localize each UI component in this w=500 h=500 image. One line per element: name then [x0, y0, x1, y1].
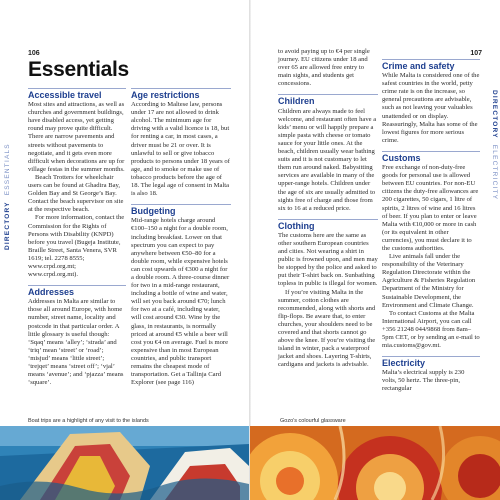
section-budgeting-continued — [278, 48, 378, 88]
section-budgeting — [131, 204, 231, 387]
photo-caption: Boat trips are a highlight of any visit to the islands — [28, 418, 149, 424]
section-heading: Accessible travel — [28, 88, 126, 99]
section-heading: Addresses — [28, 285, 126, 296]
photo-caption: Gozo’s colourful glassware — [280, 418, 346, 424]
section-clothing — [278, 219, 378, 370]
page-number: 107 — [470, 50, 482, 57]
body-paragraph: While Malta is considered one of the safest countries in the world, petty crime rate is on the increase, so general precautions are advisable, such as not leaving your valuables unattended or on display. Reassuringly, Malta has some of the lowest figures for more serious crime. — [382, 72, 480, 144]
side-tab-right — [488, 90, 498, 270]
section-heading: Electricity — [382, 356, 480, 367]
side-tab-section: DIRECTORY — [4, 201, 11, 250]
section-children — [278, 94, 378, 212]
section-age-restrictions — [131, 88, 231, 198]
section-heading: Clothing — [278, 219, 378, 230]
page-number: 106 — [28, 50, 40, 57]
side-tab-section: DIRECTORY — [491, 90, 498, 139]
section-crime-safety — [382, 59, 480, 145]
glassware-photo — [250, 426, 500, 500]
section-addresses — [28, 285, 126, 387]
body-paragraph: Beach Trotters for wheelchair users can be found at Ghadira Bay, Golden Bay and St George’s Bay. Contact the beach supervisor on site at the respective beach. — [28, 173, 124, 214]
boat-photo — [0, 426, 249, 500]
left-column-1 — [28, 88, 126, 393]
section-heading: Budgeting — [131, 204, 231, 215]
right-column-2 — [382, 59, 480, 400]
body-paragraph: For more information, contact the Commission for the Rights of Persons with Disability (KNPD) before you travel (Bugeja Institute, Braille Street, Santa Venera, SVR 1619; tel. 2278 8555; www.crpd.org.mt; www.crpd.org.mt). — [28, 214, 125, 279]
side-tab-left — [4, 90, 14, 270]
section-electricity — [382, 356, 480, 393]
section-accessible-travel — [28, 88, 126, 279]
section-customs — [382, 151, 480, 350]
side-tab-subsection: ELECTRICITY — [491, 144, 498, 201]
body-paragraph: Free exchange of non-duty-free goods for personal use is allowed between EU countries. For non-EU citizens the duty-free allowances are 200 cigarettes, 50 cigars, 1 litre of spirits, 2 litres of wine and 16 litres of beer. If you plan to enter or leave Malta with €10,000 or more in cash (or its equivalent in other currencies), you must declare it to the customs authorities. — [382, 164, 479, 252]
body-paragraph: Mid-range hotels charge around €100–150 a night for a double room, including breakfast. Lower on that spectrum you can expect to pay anywhere between €50–80 for a double room, while expensive hotels can cost upwards of €300 a night for a double room. A three-course dinner for two in a mid-range restaurant, including a bottle of wine and water, will set you back around €70; lunch for two at a café, including water, will cost around €30. Wine by the glass, in restaurants, is normally priced at around €5 while a beer will cost you €4 on average. Fuel is more expensive than in most European countries, and public transport remains the cheapest mode of transportation. Get a Tallinja Card Explorer (see page 116) — [131, 217, 230, 387]
section-heading: Age restrictions — [131, 88, 231, 99]
section-heading: Children — [278, 94, 378, 105]
body-paragraph: To contact Customs at the Malta International Airport, you can call +356 21248 044/9868 from 8am–5pm CET, or by sending an e-mail to mia.customs@gov.mt. — [382, 309, 480, 350]
side-tab-subsection: ESSENTIALS — [4, 143, 11, 196]
body-paragraph: The customs here are the same as other southern European countries and cities. Not wearing a shirt in public is frowned upon, and men may be stopped by the police and asked to put their T-shirt back on. Sunbathing topless in public is illegal for women. — [278, 231, 378, 288]
body-paragraph: If you’re visiting Malta in the summer, cotton clothes are recommended, along with shorts and flip-flops. Be aware that, to enter churches, your shoulders need to be covered and that shorts cannot go above the knee. If you’re visiting the island in winter, pack a waterproof jacket and shoes. Layering T-shirts, cardigans and jackets is advisable. — [278, 288, 376, 369]
body-paragraph: Children are always made to feel welcome, and restaurant often have a kids’ menu or will happily prepare a simple pasta with cheese or tomato sauce for your little ones. At the beach, children usually wear bathing suits and it is not customary to let them run around naked. Babysitting services are available in many of the upper-range hotels. Children under the age of six are usually admitted to sights free of charge and those from six to 16 at a reduced price. — [278, 107, 377, 212]
body-paragraph: to avoid paying up to €4 per single journey. EU citizens under 18 and over 65 are allowed free entry to main sights, and students get concessions. — [278, 48, 370, 88]
right-column-1 — [278, 48, 378, 375]
section-heading: Customs — [382, 151, 480, 162]
page-title: Essentials — [28, 58, 129, 81]
body-paragraph: Addresses in Malta are similar to those all around Europe, with home number, street name, locality and postcode in that particular order. A little glossary is useful though: ‘Sqaq’ means ‘alley’; ‘strada’ and ‘triq’ mean ‘street’ or ‘road’; ‘misjud’ means ‘little street’; ‘trejqet’ means ‘street off’; ‘vjal’ means ‘avenue’; and ‘pjazza’ means ‘square’. — [28, 298, 124, 387]
body-paragraph: Most sites and attractions, as well as churches and government buildings, have disabled access, yet getting round may prove quite difficult. There are narrow pavements and streets without pavements to negotiate, and it gets even more difficult when decorations are up for village festas in the summer months. — [28, 101, 125, 173]
left-column-2 — [131, 88, 231, 393]
right-page — [250, 0, 500, 500]
body-paragraph: Live animals fall under the responsibility of the Veterinary Regulation Directorate within the Agriculture & Fisheries Regulation Department of the Ministry for Sustainable Development, the Environment and Climate Change. — [382, 253, 476, 309]
body-paragraph: According to Maltese law, persons under 17 are not allowed to drink alcohol. The minimum age for driving with a valid licence is 18, but for renting a car, in most cases, a driver must be 21 or over. It is unlawful to sell or give tobacco products to persons under 18 years of age, and to smoke or make use of tobacco products before the age of 18. The legal age of consent in Malta is also 18. — [131, 101, 230, 198]
body-paragraph: Malta’s electrical supply is 230 volts, 50 hertz. The three-pin, rectangular — [382, 369, 465, 393]
section-heading: Crime and safety — [382, 59, 480, 70]
